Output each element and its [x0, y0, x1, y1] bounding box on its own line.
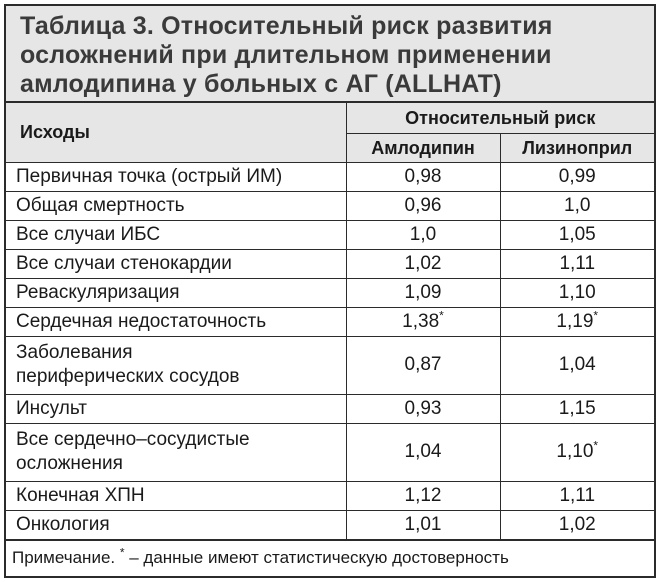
table-row [6, 191, 654, 220]
significance-mark: * [439, 308, 444, 323]
amlodipine-cell [346, 510, 500, 539]
table-row [6, 278, 654, 307]
lisinopril-value: 1,11 [559, 484, 596, 506]
outcome-cell: Конечная ХПН [6, 481, 346, 510]
outcome-cell [6, 423, 346, 481]
table-footnote [6, 540, 654, 578]
lisinopril-cell [500, 307, 654, 336]
amlodipine-cell [346, 249, 500, 278]
amlodipine-cell [346, 220, 500, 249]
outcome-cell: Первичная точка (острый ИМ) [6, 162, 346, 191]
amlodipine-value: 0,93 [404, 397, 442, 419]
amlodipine-value: 1,38 [402, 310, 440, 332]
outcome-line: периферических сосудов [16, 366, 240, 387]
caption-line-2: осложнений при длительном применении [20, 41, 552, 69]
amlodipine-cell [346, 278, 500, 307]
outcome-line: Все сердечно–сосудистые [16, 429, 250, 450]
table-row [6, 481, 654, 510]
lisinopril-cell [500, 191, 654, 220]
header-outcome: Исходы [6, 103, 346, 162]
amlodipine-value: 1,01 [404, 513, 442, 535]
outcome-cell: Все случаи ИБС [6, 220, 346, 249]
lisinopril-cell [500, 249, 654, 278]
lisinopril-value: 1,10 [558, 281, 596, 303]
relative-risk-table [6, 103, 654, 540]
amlodipine-value: 0,98 [404, 165, 442, 187]
lisinopril-cell [500, 394, 654, 423]
footnote-text: – данные имеют статистическую достоверность [124, 547, 509, 567]
amlodipine-value: 1,09 [404, 281, 442, 303]
amlodipine-cell [346, 191, 500, 220]
caption-line-1: Таблица 3. Относительный риск развития [20, 12, 553, 40]
table-frame [4, 4, 656, 578]
lisinopril-value: 1,11 [559, 252, 596, 274]
amlodipine-cell [346, 336, 500, 394]
table-row [6, 307, 654, 336]
amlodipine-cell [346, 307, 500, 336]
amlodipine-value: 0,96 [404, 194, 442, 216]
amlodipine-cell [346, 394, 500, 423]
footnote-prefix: Примечание. [12, 547, 120, 567]
table-row [6, 249, 654, 278]
amlodipine-value: 1,02 [404, 252, 442, 274]
lisinopril-value: 1,19 [556, 310, 594, 332]
outcome-cell: Онкология [6, 510, 346, 539]
amlodipine-cell [346, 481, 500, 510]
outcome-line: осложнения [16, 453, 123, 474]
lisinopril-cell [500, 220, 654, 249]
header-relative-risk: Относительный риск [346, 103, 654, 133]
header-row [6, 103, 654, 133]
table-caption [6, 6, 654, 103]
table-row [6, 510, 654, 539]
table-row [6, 162, 654, 191]
lisinopril-cell [500, 510, 654, 539]
table-row [6, 423, 654, 481]
amlodipine-value: 1,0 [409, 223, 437, 245]
amlodipine-value: 1,12 [404, 484, 442, 506]
significance-mark: * [593, 438, 599, 453]
amlodipine-value: 0,87 [404, 354, 442, 375]
footnote-mark: * [119, 544, 125, 559]
amlodipine-cell [346, 162, 500, 191]
table-row [6, 336, 654, 394]
outcome-cell: Все случаи стенокардии [6, 249, 346, 278]
lisinopril-cell [500, 336, 654, 394]
outcome-line: Заболевания [16, 342, 133, 363]
outcome-cell: Сердечная недостаточность [6, 307, 346, 336]
table-row [6, 394, 654, 423]
lisinopril-value: 1,05 [558, 223, 596, 245]
lisinopril-value: 1,0 [564, 194, 591, 216]
lisinopril-value: 1,10 [556, 441, 594, 462]
amlodipine-cell [346, 423, 500, 481]
lisinopril-cell [500, 278, 654, 307]
lisinopril-value: 0,99 [558, 165, 596, 187]
header-lisinopril: Лизиноприл [500, 133, 654, 162]
lisinopril-cell [500, 162, 654, 191]
significance-mark: * [593, 308, 599, 323]
outcome-cell [6, 336, 346, 394]
lisinopril-cell [500, 481, 654, 510]
lisinopril-value: 1,02 [558, 513, 596, 535]
lisinopril-cell [500, 423, 654, 481]
caption-line-3: амлодипина у больных с АГ (ALLHAT) [20, 70, 502, 98]
outcome-cell: Реваскуляризация [6, 278, 346, 307]
amlodipine-value: 1,04 [404, 441, 442, 462]
table-row [6, 220, 654, 249]
outcome-cell: Общая смертность [6, 191, 346, 220]
lisinopril-value: 1,04 [558, 354, 596, 375]
header-amlodipine: Амлодипин [346, 133, 500, 162]
lisinopril-value: 1,15 [558, 397, 596, 419]
outcome-cell: Инсульт [6, 394, 346, 423]
